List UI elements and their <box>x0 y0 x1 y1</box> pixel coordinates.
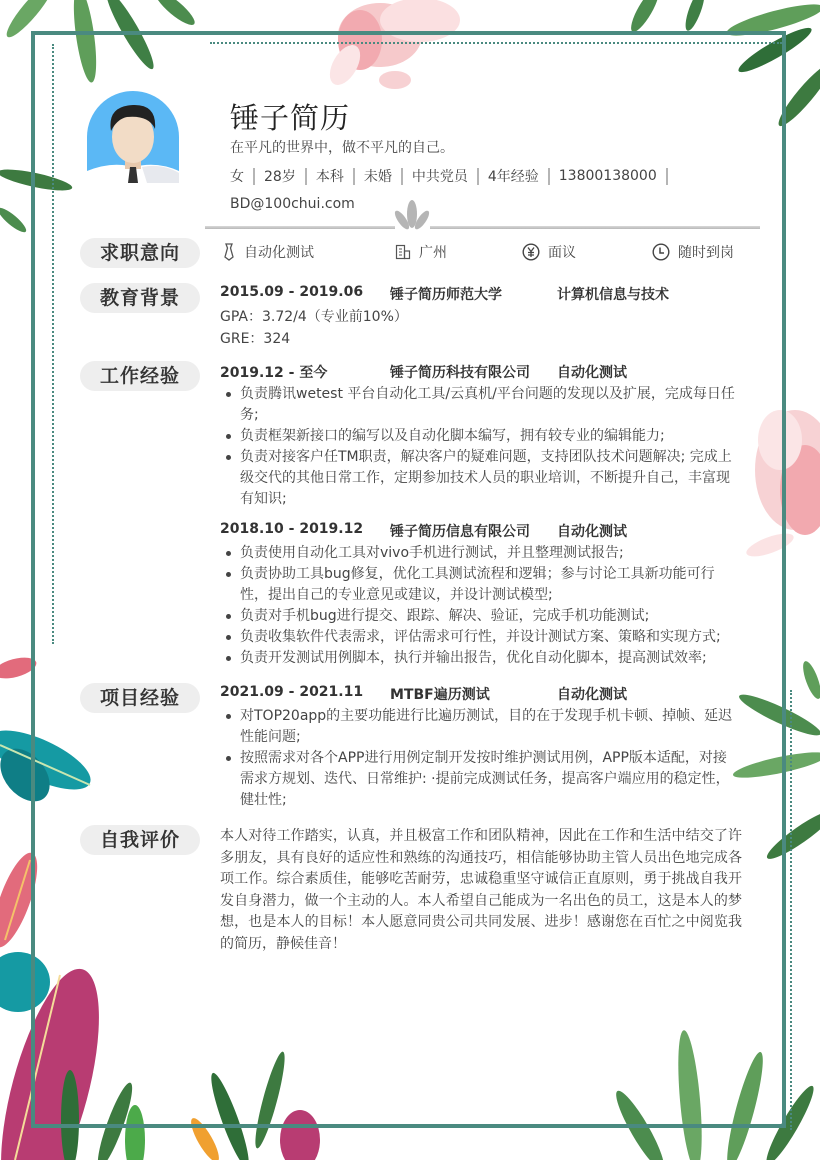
info-marital: 未婚 <box>363 169 392 185</box>
job-2-duties <box>220 543 740 669</box>
tie-icon <box>222 243 236 261</box>
job-2-duty: 负责使用自动化工具对vivo手机进行测试，并且整理测试报告; <box>220 543 740 564</box>
job-2-period: 2018.10 - 2019.12 <box>220 521 364 537</box>
leaf-ornament-icon <box>390 200 434 232</box>
resume-name: 锤子简历 <box>230 101 351 135</box>
separator <box>666 168 668 185</box>
separator <box>548 168 550 185</box>
separator <box>353 168 355 185</box>
info-age: 28岁 <box>264 169 296 185</box>
intent-availability <box>652 242 734 262</box>
job-2-duty: 负责对手机bug进行提交、跟踪、解决、验证，完成手机功能测试; <box>220 606 740 627</box>
info-phone: 13800138000 <box>558 168 657 184</box>
motto: 在平凡的世界中，做不平凡的自己。 <box>230 140 454 156</box>
separator <box>401 168 403 185</box>
job-1-company: 锤子简历科技有限公司 <box>390 365 530 381</box>
education-gpa: GPA：3.72/4（专业前10%） <box>220 309 408 325</box>
dotted-line-top <box>210 42 782 44</box>
job-1-role: 自动化测试 <box>557 365 627 381</box>
info-gender: 女 <box>230 169 244 185</box>
separator <box>305 168 307 185</box>
separator <box>477 168 479 185</box>
job-2-duty: 负责收集软件代表需求，评估需求可行性，并设计测试方案、策略和实现方式; <box>220 627 740 648</box>
job-2-role: 自动化测试 <box>557 524 627 540</box>
intent-salary <box>522 242 576 262</box>
intent-salary-label: 面议 <box>548 245 576 261</box>
avatar <box>87 91 179 183</box>
job-2-company: 锤子简历信息有限公司 <box>390 524 530 540</box>
job-1-duty: 负责对接客户任TM职责，解决客户的疑难问题，支持团队技术问题解决; 完成上级交代的其他日常工作，定期参加技术人员的职业培训，不断提升自己，丰富现有知识; <box>220 447 740 510</box>
project-name: MTBF遍历测试 <box>390 687 490 703</box>
education-period: 2015.09 - 2019.06 <box>220 284 364 300</box>
dotted-line-left <box>52 44 54 644</box>
separator <box>253 168 255 185</box>
intent-city <box>395 242 447 262</box>
section-title-intent: 求职意向 <box>80 238 200 268</box>
self-evaluation-text: 本人对待工作踏实，认真，并且极富工作和团队精神，因此在工作和生活中结交了许多朋友，具有良好的适应性和熟练的沟通技巧，相信能够协助主管人员出色地完成各项工作。综合素质佳，能够吃苦耐劳，忠诚稳重坚守诚信正直原则，勇于挑战自我开发自身潜力，做一个主动的人。本人希望自己能成为一名出色的员工，这是本人的梦想，也是本人的目标！本人愿意同贵公司共同发展、进步！感谢您在百忙之中阅览我的简历，静候佳音！ <box>220 828 742 952</box>
project-duty: 按照需求对各个APP进行用例定制开发按时维护测试用例，APP版本适配，对接需求方规划、迭代、日常维护: ·提前完成测试任务，提高客户端应用的稳定性，健壮性; <box>220 748 740 811</box>
education-school: 锤子简历师范大学 <box>390 287 502 303</box>
info-degree: 本科 <box>315 169 344 185</box>
personal-info-row <box>230 166 677 186</box>
job-2-duty: 负责协助工具bug修复，优化工具测试流程和逻辑；参与讨论工具新功能可行性，提出自己的专业意见或建议，并设计测试模型; <box>220 564 740 606</box>
project-role: 自动化测试 <box>557 687 627 703</box>
header-divider-left <box>205 226 395 229</box>
intent-city-label: 广州 <box>419 245 447 261</box>
building-icon <box>395 244 411 260</box>
info-experience: 4年经验 <box>487 169 539 185</box>
project-duties <box>220 706 740 811</box>
email: BD@100chui.com <box>230 196 355 212</box>
job-2-duty: 负责开发测试用例脚本，执行并输出报告，优化自动化脚本，提高测试效率; <box>220 648 740 669</box>
education-gre: GRE：324 <box>220 331 291 347</box>
education-major: 计算机信息与技术 <box>557 287 669 303</box>
section-title-self-evaluation: 自我评价 <box>80 825 200 855</box>
job-1-duty: 负责框架新接口的编写以及自动化脚本编写，拥有较专业的编辑能力; <box>220 426 740 447</box>
section-title-work: 工作经验 <box>80 361 200 391</box>
intent-position <box>222 242 314 262</box>
info-political: 中共党员 <box>411 169 468 185</box>
project-duty: 对TOP20app的主要功能进行比遍历测试，目的在于发现手机卡顿、掉帧、延迟性能问题; <box>220 706 740 748</box>
job-1-period: 2019.12 - 至今 <box>220 365 328 381</box>
dotted-line-right <box>790 690 792 1130</box>
intent-availability-label: 随时到岗 <box>678 245 734 261</box>
intent-position-label: 自动化测试 <box>244 245 314 261</box>
section-title-education: 教育背景 <box>80 283 200 313</box>
yen-icon <box>522 243 540 261</box>
job-1-duty: 负责腾讯wetest 平台自动化工具/云真机/平台问题的发现以及扩展，完成每日任务; <box>220 384 740 426</box>
header-divider-right <box>430 226 760 229</box>
job-1-duties <box>220 384 740 510</box>
clock-icon <box>652 243 670 261</box>
section-title-project: 项目经验 <box>80 683 200 713</box>
project-period: 2021.09 - 2021.11 <box>220 684 364 700</box>
